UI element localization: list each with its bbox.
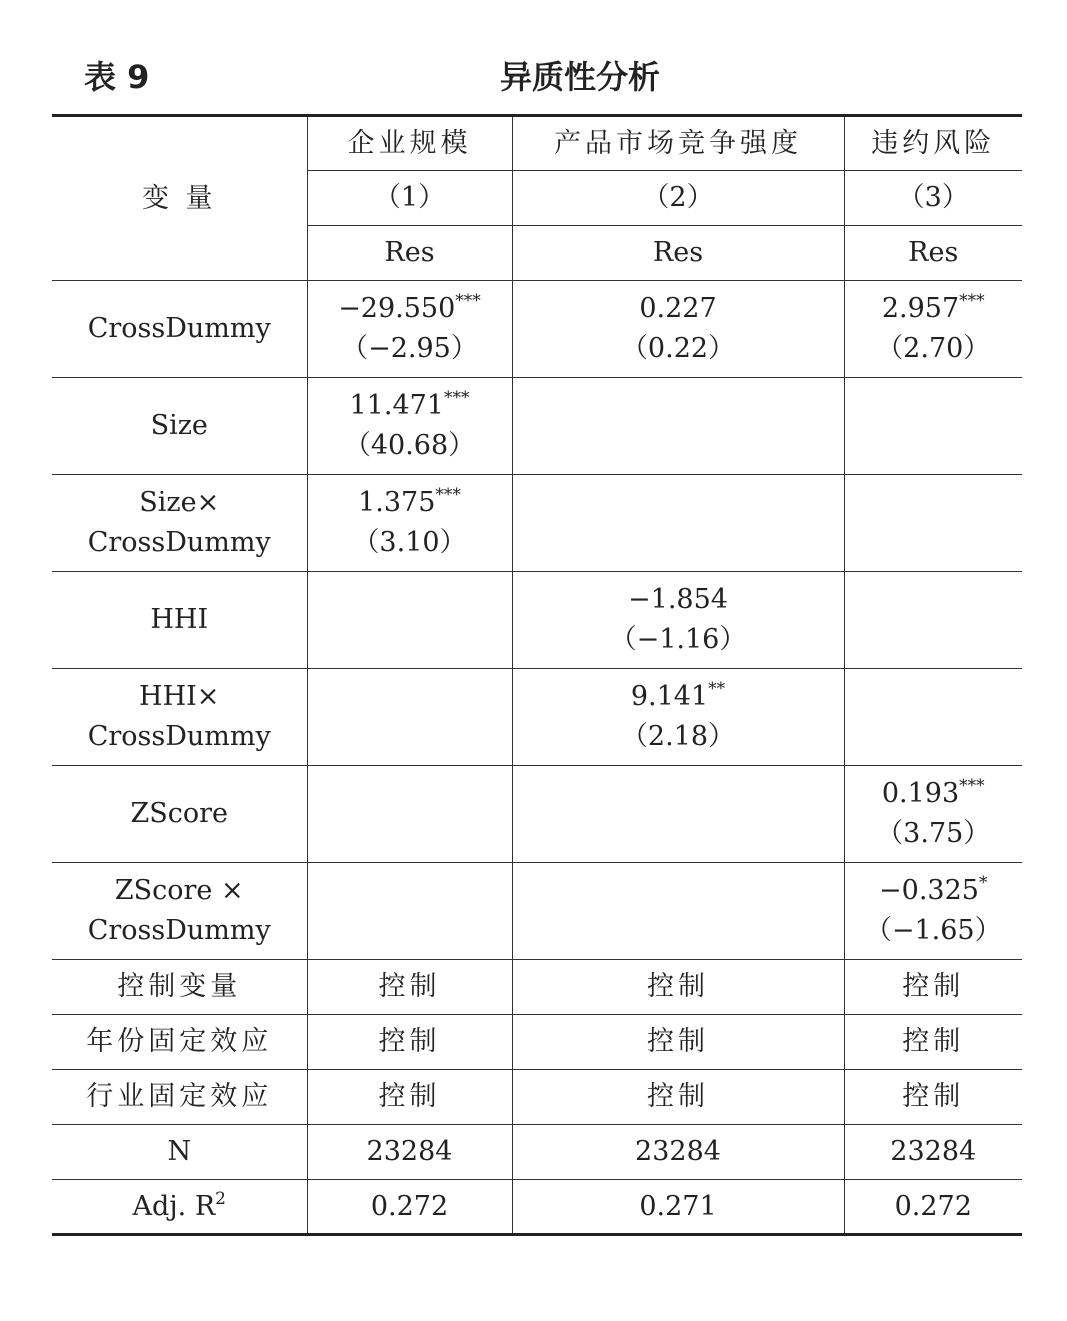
regression-table — [52, 114, 1022, 1236]
coefficient — [513, 580, 844, 620]
coef-value: 1.375 — [358, 487, 436, 518]
table-row — [52, 572, 1022, 669]
column-number: （1） — [307, 171, 512, 226]
t-statistic: （3.10） — [352, 527, 467, 558]
dependent-variable: Res — [844, 226, 1022, 281]
table-row — [52, 378, 1022, 475]
coef-cell — [512, 766, 844, 863]
coefficient — [845, 289, 1023, 329]
stat-cell: 0.272 — [844, 1180, 1022, 1235]
row-label: N — [52, 1125, 307, 1180]
dependent-variable: Res — [307, 226, 512, 281]
coef-value: 9.141 — [630, 681, 709, 712]
control-cell: 控制 — [307, 960, 512, 1015]
coef-cell — [844, 475, 1022, 572]
dependent-variable: Res — [512, 226, 844, 281]
coef-cell — [307, 572, 512, 669]
coef-cell — [512, 863, 844, 960]
row-label — [52, 766, 307, 863]
coef-cell — [307, 378, 512, 475]
significance-stars: ** — [708, 679, 726, 699]
row-label — [52, 863, 307, 960]
coef-cell — [307, 863, 512, 960]
row-label — [52, 669, 307, 766]
t-statistic: （2.18） — [620, 721, 736, 752]
row-label-text: CrossDummy — [87, 915, 271, 946]
control-cell: 控制 — [844, 1015, 1022, 1070]
t-statistic: （3.75） — [876, 818, 991, 849]
t-statistic: （−2.95） — [341, 333, 478, 364]
significance-stars: *** — [435, 485, 461, 505]
control-row — [52, 960, 1022, 1015]
group-header: 产品市场竞争强度 — [512, 116, 844, 171]
table-number: 表 9 — [84, 58, 150, 96]
table-row — [52, 766, 1022, 863]
stat-cell: 0.272 — [307, 1180, 512, 1235]
table-row — [52, 281, 1022, 378]
row-label-text: Size× — [139, 487, 220, 518]
summary-rows — [52, 1125, 1022, 1235]
coef-cell — [844, 863, 1022, 960]
coef-value: 0.227 — [639, 293, 717, 324]
coefficient — [845, 774, 1023, 814]
row-label — [52, 281, 307, 378]
coefficient — [845, 871, 1023, 911]
coef-cell — [512, 572, 844, 669]
coef-cell — [844, 572, 1022, 669]
variable-header: 变 量 — [52, 116, 307, 281]
stat-cell: 23284 — [307, 1125, 512, 1180]
coefficient — [308, 386, 512, 426]
coefficient — [308, 289, 512, 329]
coef-value: 2.957 — [881, 293, 960, 324]
row-label: 行业固定效应 — [52, 1070, 307, 1125]
coef-cell — [307, 669, 512, 766]
coef-value: −0.325 — [879, 875, 979, 906]
row-label-text: CrossDummy — [87, 721, 271, 752]
coef-cell — [844, 378, 1022, 475]
observations-row — [52, 1125, 1022, 1180]
header-row-groups — [52, 116, 1022, 171]
coef-cell — [307, 766, 512, 863]
column-number: （2） — [512, 171, 844, 226]
significance-stars: * — [978, 873, 988, 893]
coef-value: −29.550 — [338, 293, 456, 324]
coef-cell — [844, 766, 1022, 863]
coef-value: 11.471 — [349, 390, 444, 421]
coefficient-rows — [52, 281, 1022, 960]
column-number: （3） — [844, 171, 1022, 226]
significance-stars: *** — [443, 388, 470, 408]
control-cell: 控制 — [512, 1070, 844, 1125]
coef-cell — [307, 281, 512, 378]
t-statistic: （−1.65） — [864, 915, 1002, 946]
control-cell: 控制 — [307, 1070, 512, 1125]
row-label-text: HHI× — [139, 681, 220, 712]
control-cell: 控制 — [844, 1070, 1022, 1125]
coef-cell — [512, 669, 844, 766]
table-row — [52, 475, 1022, 572]
row-label-text: Size — [150, 410, 208, 441]
significance-stars: *** — [455, 291, 481, 311]
control-cell: 控制 — [512, 960, 844, 1015]
row-label-text: CrossDummy — [87, 313, 271, 344]
significance-stars: *** — [959, 776, 985, 796]
coef-value: −1.854 — [628, 584, 728, 615]
control-cell: 控制 — [512, 1015, 844, 1070]
t-statistic: （2.70） — [876, 333, 991, 364]
row-label-text: ZScore × — [114, 875, 244, 906]
row-label: 年份固定效应 — [52, 1015, 307, 1070]
row-label: 控制变量 — [52, 960, 307, 1015]
coef-cell — [844, 669, 1022, 766]
coefficient — [513, 289, 844, 329]
row-label — [52, 378, 307, 475]
row-label-text: Adj. R — [132, 1190, 216, 1222]
stat-cell: 23284 — [844, 1125, 1022, 1180]
coefficient — [513, 677, 844, 717]
coef-cell — [307, 475, 512, 572]
control-row — [52, 1070, 1022, 1125]
coef-cell — [512, 281, 844, 378]
control-row — [52, 1015, 1022, 1070]
coef-value: 0.193 — [881, 778, 960, 809]
table-row — [52, 669, 1022, 766]
stat-cell: 23284 — [512, 1125, 844, 1180]
t-statistic: （0.22） — [620, 333, 736, 364]
table-title: 异质性分析 — [499, 58, 660, 96]
t-statistic: （−1.16） — [609, 624, 747, 655]
group-header: 违约风险 — [844, 116, 1022, 171]
row-label — [52, 475, 307, 572]
row-label — [52, 1180, 307, 1235]
control-cell: 控制 — [844, 960, 1022, 1015]
t-statistic: （40.68） — [343, 430, 476, 461]
row-label-text: CrossDummy — [87, 527, 271, 558]
row-label — [52, 572, 307, 669]
table-row — [52, 863, 1022, 960]
group-header: 企业规模 — [307, 116, 512, 171]
coef-cell — [512, 475, 844, 572]
row-label-text: ZScore — [130, 798, 229, 829]
stat-cell: 0.271 — [512, 1180, 844, 1235]
coefficient — [308, 483, 512, 523]
coef-cell — [512, 378, 844, 475]
row-label-text: HHI — [150, 604, 209, 635]
adj-r2-row — [52, 1180, 1022, 1235]
significance-stars: *** — [959, 291, 985, 311]
coef-cell — [844, 281, 1022, 378]
control-cell: 控制 — [307, 1015, 512, 1070]
superscript: 2 — [215, 1188, 226, 1209]
control-rows — [52, 960, 1022, 1125]
